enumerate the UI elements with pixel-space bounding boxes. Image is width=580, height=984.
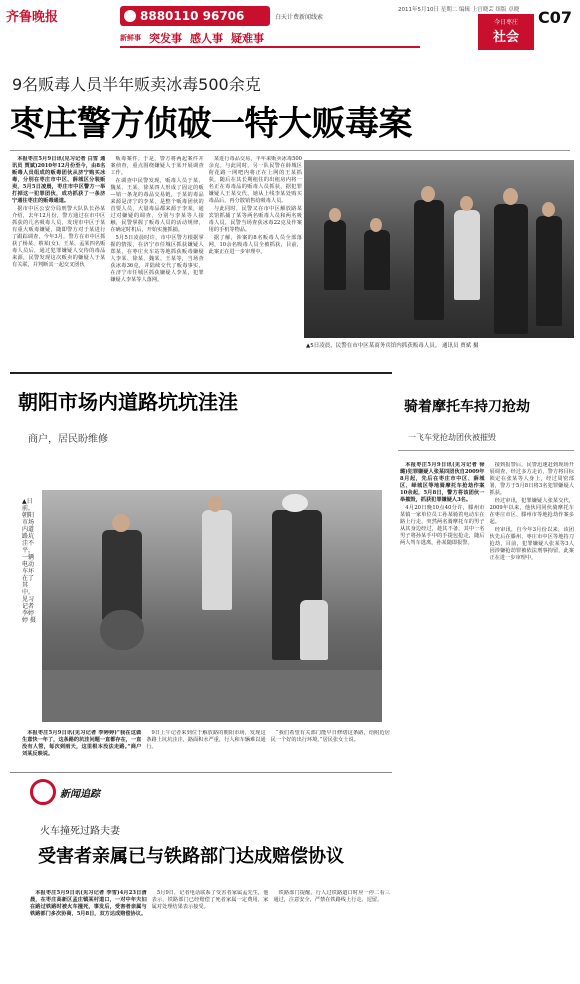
story2-col — [271, 730, 390, 776]
hotline-number: 8880110 96706 — [140, 9, 245, 23]
story1-paragraph: 贩毒案件。于是，警方将两起案件并案侦查，重点围绕嫌疑人于某开展调查工作。 — [110, 156, 204, 176]
story2-headline: 朝阳市场内道路坑坑洼洼 — [18, 390, 238, 414]
story3-subheadline: 一飞车党抢劫团伙被摧毁 — [408, 433, 496, 442]
story1-paragraph: 据了解，涉案的8名贩毒人员全部落网，10余名吸毒人员全被抓获，目前，此案正在进一步审理中。 — [208, 235, 302, 255]
phone-icon — [124, 10, 136, 22]
news-tracking-logo — [30, 780, 150, 804]
divider — [398, 450, 574, 451]
hotline-box — [120, 6, 270, 26]
story3-paragraph: 接到报警后，民警迅速赶到现场开展调查，经过多方走访，警方将目标锁定在张某等人身上，经过周密部署，警方于5月8日将3名犯罪嫌疑人抓获。 — [489, 462, 574, 496]
story1-paragraph: 本报枣庄5月9日讯(见习记者 白雪 通讯员 贾斌)2010年12月份至今，由8名贩毒人员组成的贩毒团伙从济宁购买冰毒，分别在枣庄市中区、薛城区分装贩卖，5月5日凌晨，枣庄市中区警方一举打掉这一犯罪团伙，成功抓获了一条济宁通往枣庄的贩毒通道。 — [12, 156, 106, 204]
story3-paragraph: 经审讯，自今年3月份以来，该团伙先后在滕州、枣庄市中区等地持刀抢劫，目前，犯罪嫌疑人张某等3人因涉嫌抢劫罪被依法刑事拘留，此案正在进一步审理中。 — [489, 527, 574, 561]
story1-paragraph: 据市中区公安分局刑警大队队长孙某介绍，去年12月份，警方通过在市中区抓获的几名吸毒人员，发现市中区于某有重大贩毒嫌疑，随即警方对于某进行了跟踪调查，今年3月，警方在市中区抓获了杨某、蔡某(女)、王某、孟某四名贩毒人员后，通过犯罪嫌疑人交待的毒品来源，民警发现这次贩卖的嫌疑人于某有关联，并判断其一起交叉团伙 — [12, 206, 106, 268]
story3-col — [400, 462, 485, 980]
slogan-item: 新鲜事 — [120, 34, 141, 42]
story1-paragraph: 某进行毒品交易，半年来贩卖冰毒500余克。与此同时，另一队民警在薛城区荷花路一网吧内将正在上网的王某抓获，随后在其长期租住的出租房内将一名正在毒毒品的贩毒人员抓获，据犯罪嫌疑人王某交代，她从上线李某处购买毒品后，再分散销售给吸毒人员。 — [208, 156, 302, 204]
divider — [10, 150, 570, 151]
story4-col — [152, 890, 269, 982]
story1-paragraph: 在调查中民警发现，贩毒人员于某、魏某、王某、徐某四人形成了固定的贩—销一条龙的毒品交易链，于某的毒品来源是济宁的李某，是整个贩毒团伙的首要人员，大量毒品都来源于李某，通过对嫌疑的调查，分别与李某等人接触，民警掌握了贩毒人员的活动规律，在确定时机后，开始实施抓捕。 — [110, 178, 204, 233]
story2-col — [146, 730, 265, 776]
story3-col — [490, 462, 575, 980]
story4-body — [30, 890, 390, 982]
masthead — [0, 0, 580, 52]
section-name: 社会 — [492, 30, 519, 45]
story2-paragraph: 本报枣庄5月9日讯(见习记者 李婷婷)“我在这做生意快一年了，这条路的坑洼问题一直都存在，一直没有人管，每次到雨天，这里根本没法走路。”商户刘某反映说。 — [22, 730, 142, 757]
story1-paragraph: 与此同时，民警又在市中区解放路某宾馆抓捕了某等两名贩毒人员和两名吸毒人员，民警当场查获冰毒22克及作案用的手机等物品。 — [208, 206, 302, 233]
story1-photo — [304, 160, 574, 338]
story4-paragraph: 5月9日，记者电话联系了受害者家属孟先生，他表示，铁路部门已经赔偿了死者家属一定费用，家属对处理结果表示接受。 — [151, 890, 269, 910]
story4-kicker: 火车撞死过路夫妻 — [40, 826, 120, 837]
slogan-top: 白天计费新闻线索 — [275, 14, 324, 21]
story2-paragraph: “我们希望有关部门能早日修缮这条路，给附近居民一个好的出行环境。”居民张女士说。 — [270, 730, 390, 743]
story4-headline: 受害者亲属已与铁路部门达成赔偿协议 — [38, 846, 344, 867]
story2-paragraph: 9日上午记者来到位于解放路的朝阳市场，发现这条路上坑坑洼洼，路面积水严重，行人和车辆难以通行。 — [146, 730, 266, 750]
story1-col — [110, 156, 203, 370]
story1-paragraph: 5月5日凌晨时许，市中区警方根据掌握的情报，在济宁市任城区抓获嫌疑人郑某，在枣庄火车站等地抓获贩毒嫌疑人李某、徐某、魏某、王某等，当场查获冰毒36克，并陆续交代了贩毒事实，在济宁市任城区抓获嫌疑人李某，犯罪嫌疑人李某等人落网。 — [110, 235, 204, 283]
story3-body — [400, 462, 574, 980]
story2-photo — [42, 490, 382, 722]
story1-col — [209, 156, 302, 370]
slogan-bar — [120, 30, 420, 48]
story3-paragraph: 经过审讯，犯罪嫌疑人张某交代，2009年以来，他伙同同伙骑摩托车在枣庄市区、滕州市等地抢劫作案多起。 — [489, 498, 574, 525]
story1-col — [12, 156, 105, 370]
tracking-ring-icon — [30, 779, 56, 805]
story1-kicker: 9名贩毒人员半年贩卖冰毒500余克 — [12, 75, 261, 94]
story1-caption: ▲5日凌晨，民警在市中区某商务宾馆内抓获贩毒人员。 通讯员 贾斌 摄 — [306, 343, 479, 349]
story2-caption: ▲日前，朝阳市场内道路坑洼不平，一辆电动车坏在了其中。 见习记者 李婷婷 摄 — [22, 498, 36, 624]
story4-col — [273, 890, 390, 982]
page-number: C07 — [538, 8, 573, 27]
paper-name: 齐鲁晚报 — [6, 10, 59, 25]
section-tag — [478, 14, 534, 50]
story4-paragraph: 本报枣庄5月9日讯(见习记者 李雪)4月23日清晨，在枣庄高新区孟庄镇某村道口，一对中年夫妇在路过铁路时被火车撞死，事发后，受害者亲属与铁路部门多次协商，5月8日，双方达成赔偿协议。 — [30, 890, 147, 917]
story3-headline: 骑着摩托车持刀抢劫 — [404, 399, 530, 415]
news-tracking-label: 新闻追踪 — [60, 788, 100, 800]
story2-subheadline: 商户，居民盼维修 — [28, 434, 108, 445]
story2-body — [22, 730, 390, 776]
story1-headline: 枣庄警方侦破一特大贩毒案 — [10, 104, 412, 144]
dateline: 2011年5月10日 星期二 编辑 上官晓芸 组版 卓晓 — [398, 7, 520, 13]
story3-paragraph: 4月20日晚10点40分许，滕州市某镇一家单位员工孙某骑着电动车在路上行走，突然两名骑摩托车的男子从其身边经过，趁其不备，其中一名男子将孙某手中的手提包抢走，随后两人驾车逃离，孙某随即报警。 — [400, 505, 485, 546]
slogan-item: 疑难事 — [231, 32, 264, 45]
story1-body — [12, 156, 302, 370]
story4-paragraph: 铁路部门提醒，行人过铁路道口时应一停二看三通过，注意安全，严禁在铁路线上行走、逗留。 — [273, 890, 391, 903]
slogan-item: 突发事 — [149, 32, 182, 45]
slogan-item: 感人事 — [190, 32, 223, 45]
divider — [10, 772, 392, 773]
story2-col — [22, 730, 141, 776]
story4-col — [30, 890, 147, 982]
story3-paragraph: 本报枣庄5月9日讯(见习记者 徐璐)犯罪嫌疑人张某四团伙自2009年8月起，先后在枣庄市中区、薛城区、峄城区等地骑摩托车抢劫作案10余起，5月8日，警方将该团伙一举摧毁，抓获犯罪嫌疑人3名。 — [400, 462, 485, 503]
section-top: 今日枣庄 — [493, 19, 518, 26]
